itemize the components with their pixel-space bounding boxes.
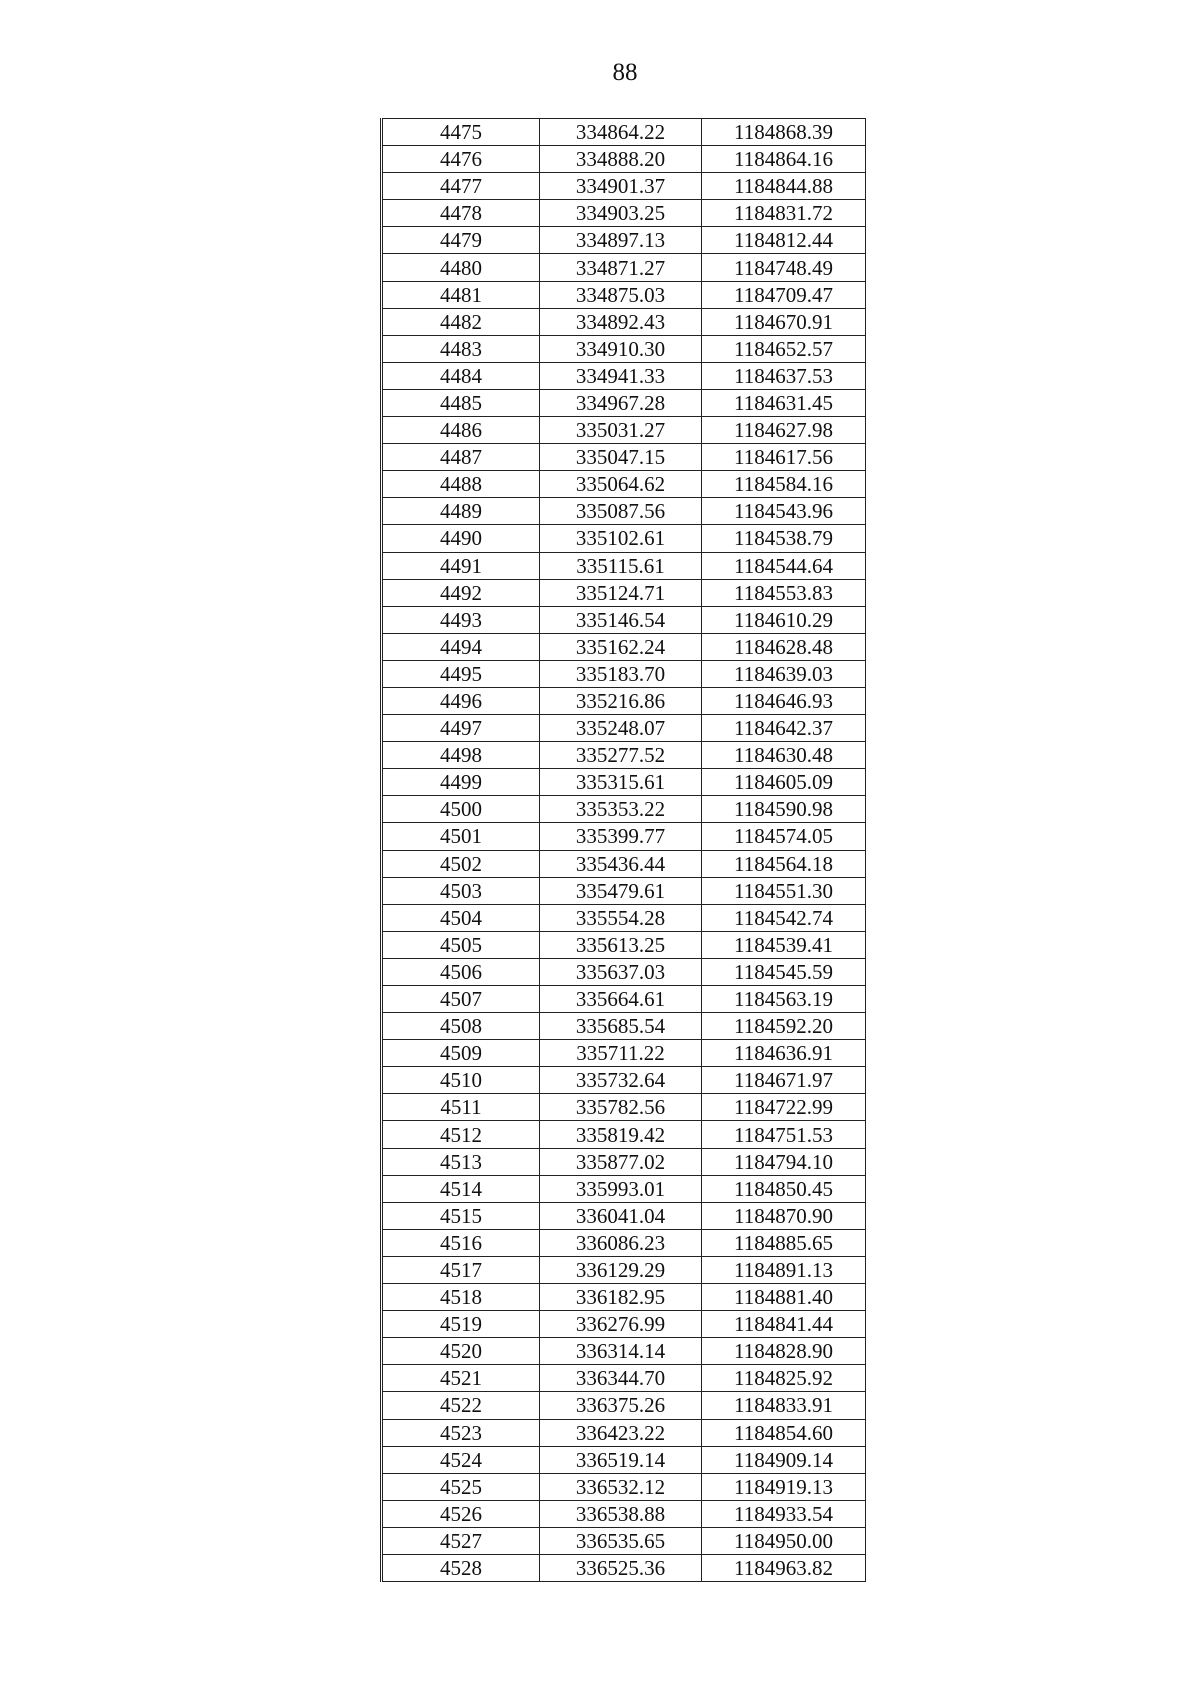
point-number-cell: 4488 [382, 471, 540, 498]
y-coordinate-cell: 1184628.48 [702, 633, 866, 660]
table-row [382, 687, 866, 714]
x-coordinate-cell: 335399.77 [540, 823, 702, 850]
table-row [382, 1040, 866, 1067]
y-coordinate-cell: 1184639.03 [702, 660, 866, 687]
point-number-cell: 4513 [382, 1148, 540, 1175]
table-row [382, 1365, 866, 1392]
point-number-cell: 4481 [382, 281, 540, 308]
x-coordinate-cell: 335087.56 [540, 498, 702, 525]
point-number-cell: 4526 [382, 1500, 540, 1527]
table-row [382, 200, 866, 227]
x-coordinate-cell: 334910.30 [540, 335, 702, 362]
x-coordinate-cell: 336423.22 [540, 1419, 702, 1446]
y-coordinate-cell: 1184563.19 [702, 986, 866, 1013]
y-coordinate-cell: 1184574.05 [702, 823, 866, 850]
point-number-cell: 4506 [382, 958, 540, 985]
point-number-cell: 4496 [382, 687, 540, 714]
point-number-cell: 4497 [382, 715, 540, 742]
y-coordinate-cell: 1184584.16 [702, 471, 866, 498]
x-coordinate-cell: 335711.22 [540, 1040, 702, 1067]
y-coordinate-cell: 1184553.83 [702, 579, 866, 606]
point-number-cell: 4521 [382, 1365, 540, 1392]
point-number-cell: 4485 [382, 389, 540, 416]
x-coordinate-cell: 335248.07 [540, 715, 702, 742]
x-coordinate-cell: 334888.20 [540, 146, 702, 173]
y-coordinate-cell: 1184542.74 [702, 904, 866, 931]
table-row [382, 335, 866, 362]
x-coordinate-cell: 335436.44 [540, 850, 702, 877]
x-coordinate-cell: 334892.43 [540, 308, 702, 335]
y-coordinate-cell: 1184671.97 [702, 1067, 866, 1094]
x-coordinate-cell: 336538.88 [540, 1500, 702, 1527]
y-coordinate-cell: 1184828.90 [702, 1338, 866, 1365]
point-number-cell: 4495 [382, 660, 540, 687]
y-coordinate-cell: 1184864.16 [702, 146, 866, 173]
y-coordinate-cell: 1184825.92 [702, 1365, 866, 1392]
x-coordinate-cell: 335664.61 [540, 986, 702, 1013]
table-row [382, 958, 866, 985]
x-coordinate-cell: 335146.54 [540, 606, 702, 633]
y-coordinate-cell: 1184590.98 [702, 796, 866, 823]
point-number-cell: 4511 [382, 1094, 540, 1121]
point-number-cell: 4508 [382, 1013, 540, 1040]
y-coordinate-cell: 1184868.39 [702, 119, 866, 146]
y-coordinate-cell: 1184539.41 [702, 931, 866, 958]
point-number-cell: 4498 [382, 742, 540, 769]
page-number: 88 [612, 59, 638, 86]
x-coordinate-cell: 336532.12 [540, 1473, 702, 1500]
x-coordinate-cell: 336314.14 [540, 1338, 702, 1365]
y-coordinate-cell: 1184630.48 [702, 742, 866, 769]
y-coordinate-cell: 1184538.79 [702, 525, 866, 552]
table-row [382, 444, 866, 471]
y-coordinate-cell: 1184646.93 [702, 687, 866, 714]
point-number-cell: 4522 [382, 1392, 540, 1419]
point-number-cell: 4503 [382, 877, 540, 904]
y-coordinate-cell: 1184850.45 [702, 1175, 866, 1202]
x-coordinate-cell: 334864.22 [540, 119, 702, 146]
point-number-cell: 4476 [382, 146, 540, 173]
point-number-cell: 4491 [382, 552, 540, 579]
table-row [382, 417, 866, 444]
point-number-cell: 4509 [382, 1040, 540, 1067]
table-row [382, 1473, 866, 1500]
y-coordinate-cell: 1184844.88 [702, 173, 866, 200]
table-row [382, 1202, 866, 1229]
point-number-cell: 4483 [382, 335, 540, 362]
point-number-cell: 4504 [382, 904, 540, 931]
table-row [382, 796, 866, 823]
point-number-cell: 4477 [382, 173, 540, 200]
x-coordinate-cell: 334901.37 [540, 173, 702, 200]
table-row [382, 146, 866, 173]
point-number-cell: 4516 [382, 1229, 540, 1256]
y-coordinate-cell: 1184642.37 [702, 715, 866, 742]
point-number-cell: 4500 [382, 796, 540, 823]
y-coordinate-cell: 1184551.30 [702, 877, 866, 904]
table-row [382, 498, 866, 525]
x-coordinate-cell: 335353.22 [540, 796, 702, 823]
table-row [382, 850, 866, 877]
table-row [382, 742, 866, 769]
table-row [382, 552, 866, 579]
point-number-cell: 4479 [382, 227, 540, 254]
point-number-cell: 4514 [382, 1175, 540, 1202]
table-row [382, 525, 866, 552]
x-coordinate-cell: 335782.56 [540, 1094, 702, 1121]
table-row [382, 1311, 866, 1338]
table-row [382, 227, 866, 254]
y-coordinate-cell: 1184652.57 [702, 335, 866, 362]
x-coordinate-cell: 335031.27 [540, 417, 702, 444]
point-number-cell: 4519 [382, 1311, 540, 1338]
y-coordinate-cell: 1184564.18 [702, 850, 866, 877]
y-coordinate-cell: 1184909.14 [702, 1446, 866, 1473]
x-coordinate-cell: 336276.99 [540, 1311, 702, 1338]
x-coordinate-cell: 335277.52 [540, 742, 702, 769]
y-coordinate-cell: 1184919.13 [702, 1473, 866, 1500]
x-coordinate-cell: 334903.25 [540, 200, 702, 227]
point-number-cell: 4523 [382, 1419, 540, 1446]
table-row [382, 823, 866, 850]
x-coordinate-cell: 335115.61 [540, 552, 702, 579]
x-coordinate-cell: 336041.04 [540, 1202, 702, 1229]
table-row [382, 579, 866, 606]
y-coordinate-cell: 1184545.59 [702, 958, 866, 985]
table-row [382, 1338, 866, 1365]
table-row [382, 1284, 866, 1311]
y-coordinate-cell: 1184751.53 [702, 1121, 866, 1148]
y-coordinate-cell: 1184627.98 [702, 417, 866, 444]
y-coordinate-cell: 1184637.53 [702, 362, 866, 389]
x-coordinate-cell: 335993.01 [540, 1175, 702, 1202]
y-coordinate-cell: 1184709.47 [702, 281, 866, 308]
x-coordinate-cell: 335124.71 [540, 579, 702, 606]
point-number-cell: 4505 [382, 931, 540, 958]
point-number-cell: 4525 [382, 1473, 540, 1500]
x-coordinate-cell: 335877.02 [540, 1148, 702, 1175]
y-coordinate-cell: 1184854.60 [702, 1419, 866, 1446]
y-coordinate-cell: 1184592.20 [702, 1013, 866, 1040]
y-coordinate-cell: 1184881.40 [702, 1284, 866, 1311]
table-row [382, 769, 866, 796]
coordinates-table-body [382, 119, 866, 1582]
point-number-cell: 4484 [382, 362, 540, 389]
y-coordinate-cell: 1184722.99 [702, 1094, 866, 1121]
x-coordinate-cell: 335732.64 [540, 1067, 702, 1094]
y-coordinate-cell: 1184610.29 [702, 606, 866, 633]
table-row [382, 1446, 866, 1473]
x-coordinate-cell: 335047.15 [540, 444, 702, 471]
y-coordinate-cell: 1184794.10 [702, 1148, 866, 1175]
x-coordinate-cell: 336129.29 [540, 1256, 702, 1283]
table-row [382, 633, 866, 660]
x-coordinate-cell: 335064.62 [540, 471, 702, 498]
y-coordinate-cell: 1184833.91 [702, 1392, 866, 1419]
point-number-cell: 4510 [382, 1067, 540, 1094]
table-row [382, 1554, 866, 1581]
y-coordinate-cell: 1184812.44 [702, 227, 866, 254]
table-row [382, 1121, 866, 1148]
y-coordinate-cell: 1184605.09 [702, 769, 866, 796]
point-number-cell: 4487 [382, 444, 540, 471]
point-number-cell: 4480 [382, 254, 540, 281]
x-coordinate-cell: 336344.70 [540, 1365, 702, 1392]
x-coordinate-cell: 335216.86 [540, 687, 702, 714]
y-coordinate-cell: 1184885.65 [702, 1229, 866, 1256]
x-coordinate-cell: 335102.61 [540, 525, 702, 552]
point-number-cell: 4478 [382, 200, 540, 227]
x-coordinate-cell: 335183.70 [540, 660, 702, 687]
x-coordinate-cell: 335162.24 [540, 633, 702, 660]
point-number-cell: 4518 [382, 1284, 540, 1311]
table-row [382, 1527, 866, 1554]
point-number-cell: 4520 [382, 1338, 540, 1365]
y-coordinate-cell: 1184963.82 [702, 1554, 866, 1581]
x-coordinate-cell: 335479.61 [540, 877, 702, 904]
x-coordinate-cell: 336375.26 [540, 1392, 702, 1419]
x-coordinate-cell: 335637.03 [540, 958, 702, 985]
point-number-cell: 4499 [382, 769, 540, 796]
table-row [382, 715, 866, 742]
point-number-cell: 4524 [382, 1446, 540, 1473]
x-coordinate-cell: 334941.33 [540, 362, 702, 389]
point-number-cell: 4493 [382, 606, 540, 633]
table-row [382, 173, 866, 200]
x-coordinate-cell: 334967.28 [540, 389, 702, 416]
point-number-cell: 4492 [382, 579, 540, 606]
table-row [382, 471, 866, 498]
point-number-cell: 4482 [382, 308, 540, 335]
point-number-cell: 4501 [382, 823, 540, 850]
table-row [382, 1419, 866, 1446]
table-row [382, 606, 866, 633]
y-coordinate-cell: 1184617.56 [702, 444, 866, 471]
x-coordinate-cell: 336086.23 [540, 1229, 702, 1256]
y-coordinate-cell: 1184543.96 [702, 498, 866, 525]
point-number-cell: 4515 [382, 1202, 540, 1229]
x-coordinate-cell: 335819.42 [540, 1121, 702, 1148]
table-row [382, 389, 866, 416]
point-number-cell: 4489 [382, 498, 540, 525]
table-row [382, 308, 866, 335]
x-coordinate-cell: 334875.03 [540, 281, 702, 308]
table-row [382, 1392, 866, 1419]
x-coordinate-cell: 335315.61 [540, 769, 702, 796]
point-number-cell: 4512 [382, 1121, 540, 1148]
y-coordinate-cell: 1184670.91 [702, 308, 866, 335]
x-coordinate-cell: 336182.95 [540, 1284, 702, 1311]
table-row [382, 1256, 866, 1283]
y-coordinate-cell: 1184870.90 [702, 1202, 866, 1229]
table-row [382, 986, 866, 1013]
point-number-cell: 4494 [382, 633, 540, 660]
point-number-cell: 4490 [382, 525, 540, 552]
table-row [382, 904, 866, 931]
table-row [382, 877, 866, 904]
table-row [382, 1067, 866, 1094]
y-coordinate-cell: 1184891.13 [702, 1256, 866, 1283]
table-row [382, 254, 866, 281]
y-coordinate-cell: 1184748.49 [702, 254, 866, 281]
point-number-cell: 4486 [382, 417, 540, 444]
table-row [382, 1094, 866, 1121]
table-row [382, 1013, 866, 1040]
y-coordinate-cell: 1184831.72 [702, 200, 866, 227]
table-row [382, 1229, 866, 1256]
x-coordinate-cell: 336525.36 [540, 1554, 702, 1581]
point-number-cell: 4475 [382, 119, 540, 146]
point-number-cell: 4528 [382, 1554, 540, 1581]
y-coordinate-cell: 1184950.00 [702, 1527, 866, 1554]
x-coordinate-cell: 336535.65 [540, 1527, 702, 1554]
y-coordinate-cell: 1184544.64 [702, 552, 866, 579]
table-row [382, 1175, 866, 1202]
x-coordinate-cell: 335554.28 [540, 904, 702, 931]
y-coordinate-cell: 1184631.45 [702, 389, 866, 416]
table-row [382, 1148, 866, 1175]
table-row [382, 281, 866, 308]
x-coordinate-cell: 334871.27 [540, 254, 702, 281]
y-coordinate-cell: 1184636.91 [702, 1040, 866, 1067]
table-row [382, 1500, 866, 1527]
x-coordinate-cell: 334897.13 [540, 227, 702, 254]
y-coordinate-cell: 1184841.44 [702, 1311, 866, 1338]
point-number-cell: 4527 [382, 1527, 540, 1554]
table-row [382, 931, 866, 958]
table-row [382, 119, 866, 146]
x-coordinate-cell: 335685.54 [540, 1013, 702, 1040]
coordinates-table [380, 118, 866, 1582]
x-coordinate-cell: 335613.25 [540, 931, 702, 958]
point-number-cell: 4507 [382, 986, 540, 1013]
point-number-cell: 4517 [382, 1256, 540, 1283]
y-coordinate-cell: 1184933.54 [702, 1500, 866, 1527]
table-row [382, 362, 866, 389]
x-coordinate-cell: 336519.14 [540, 1446, 702, 1473]
point-number-cell: 4502 [382, 850, 540, 877]
table-row [382, 660, 866, 687]
